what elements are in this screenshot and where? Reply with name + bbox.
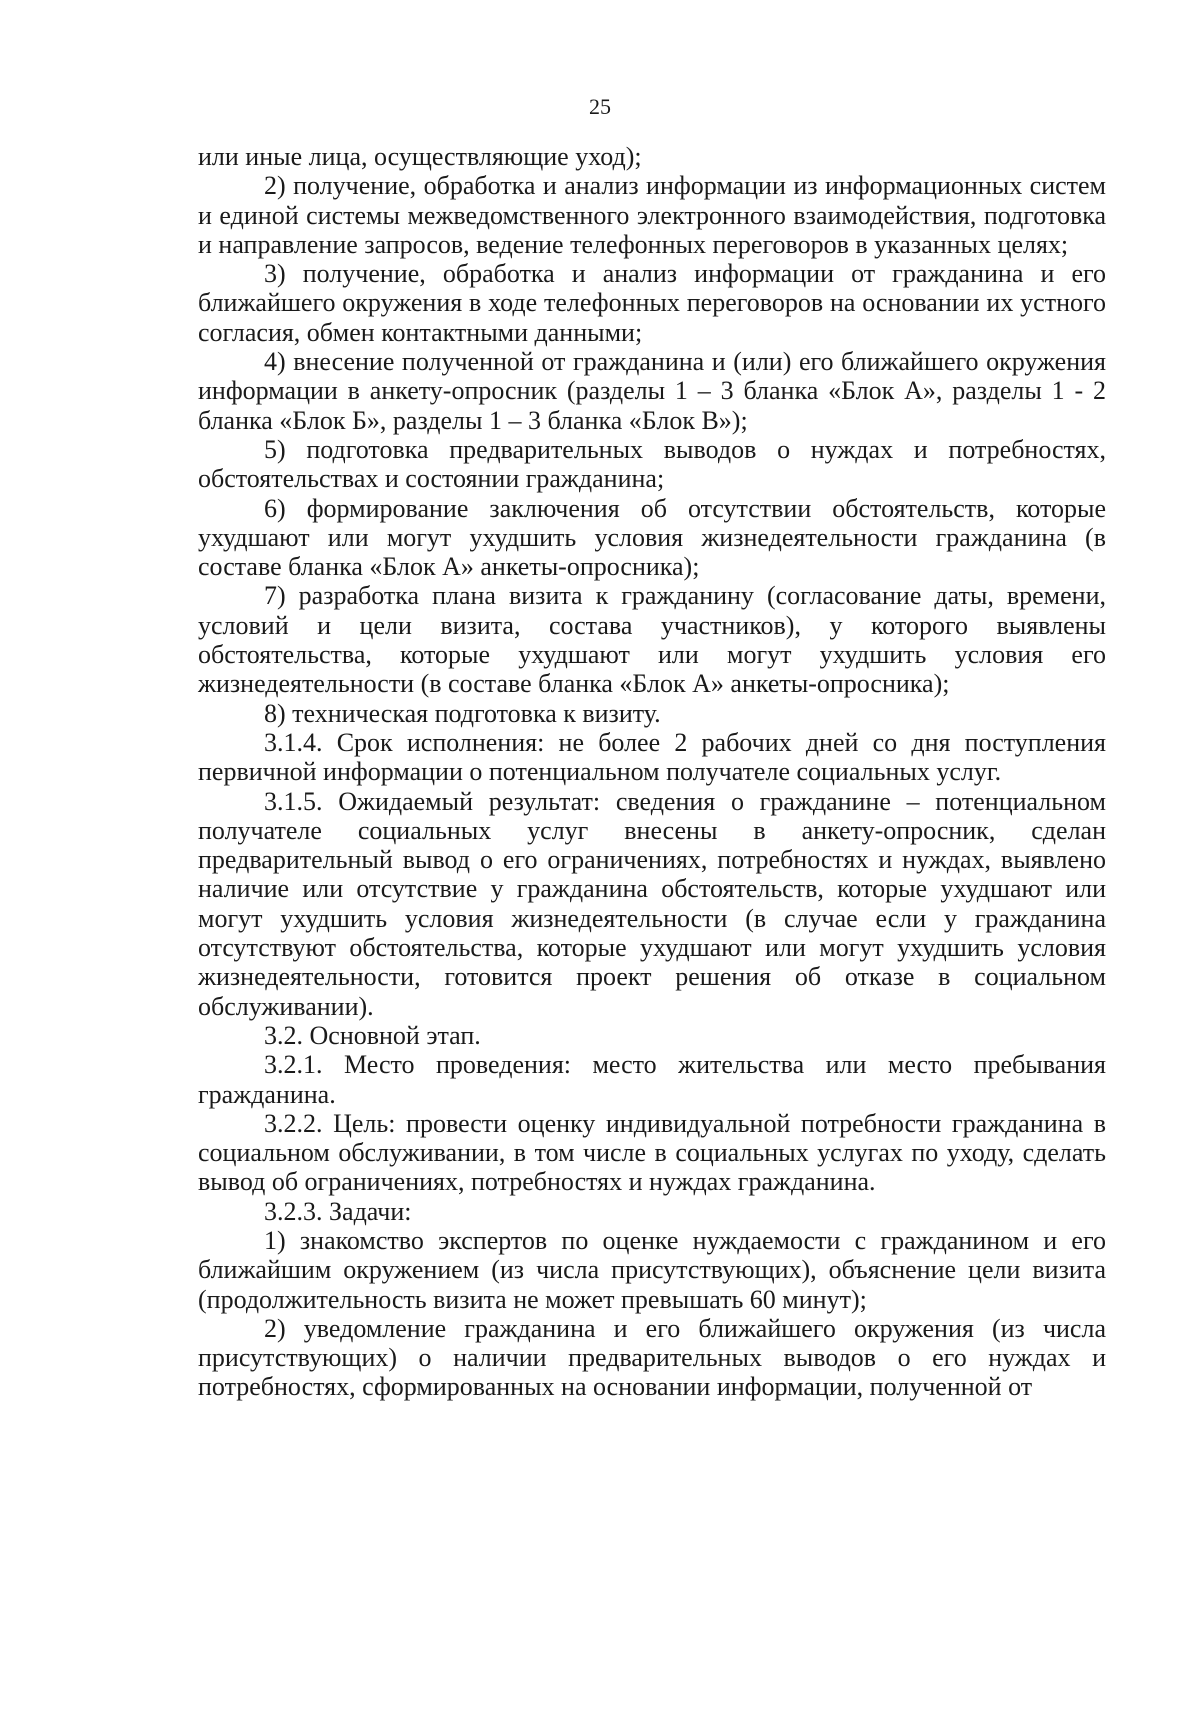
paragraph-3-2-2: 3.2.2. Цель: провести оценку индивидуальной потребности гражданина в социальном обслуживании, в том числе в социальных услугах по уходу, сделать вывод об ограничениях, потребностях и нуждах гражданина. <box>198 1108 1106 1197</box>
page-number: 25 <box>589 94 611 119</box>
paragraph-item-2: 2) получение, обработка и анализ информации из информационных систем и единой системы межведомственного электронного взаимодействия, подготовка и направление запросов, ведение телефонных переговоров в указанных целях; <box>198 171 1106 259</box>
body-text <box>198 142 1106 1402</box>
paragraph-item-7: 7) разработка плана визита к гражданину (согласование даты, времени, условий и цели визита, состава участников), у которого выявлены обстоятельства, которые ухудшают или могут ухудшить условия его жизнедеятельности (в составе бланка «Блок А» анкеты-опросника); <box>198 581 1106 699</box>
paragraph-item-4: 4) внесение полученной от гражданина и (или) его ближайшего окружения информации в анкету-опросник (разделы 1 – 3 бланка «Блок А», разделы 1 - 2 бланка «Блок Б», разделы 1 – 3 бланка «Блок В»); <box>198 347 1106 435</box>
paragraph-item-5: 5) подготовка предварительных выводов о нуждах и потребностях, обстоятельствах и состоянии гражданина; <box>198 434 1106 494</box>
paragraph-item-6: 6) формирование заключения об отсутствии обстоятельств, которые ухудшают или могут ухудшить условия жизнедеятельности гражданина (в составе бланка «Блок А» анкеты-опросника); <box>198 493 1106 582</box>
paragraph-continuation: или иные лица, осуществляющие уход); <box>198 142 642 171</box>
paragraph-3-2-3: 3.2.3. Задачи: <box>264 1196 412 1226</box>
paragraph-3-1-4: 3.1.4. Срок исполнения: не более 2 рабочих дней со дня поступления первичной информации о потенциальном получателе социальных услуг. <box>198 727 1106 787</box>
paragraph-3-2-1: 3.2.1. Место проведения: место жительства или место пребывания гражданина. <box>198 1050 1106 1109</box>
paragraph-3-1-5: 3.1.5. Ожидаемый результат: сведения о гражданине – потенциальном получателе социальных услуг внесены в анкету-опросник, сделан предварительный вывод о его ограничениях, потребностях и нуждах, выявлено наличие или отсутствие у гражданина обстоятельств, которые ухудшают или могут ухудшить условия жизнедеятельности (в случае если у гражданина отсутствуют обстоятельства, которые ухудшают или могут ухудшить условия жизнедеятельности, готовится проект решения об отказе в социальном обслуживании). <box>198 786 1106 1021</box>
paragraph-task-2: 2) уведомление гражданина и его ближайшего окружения (из числа присутствующих) о наличии предварительных выводов о его нуждах и потребностях, сформированных на основании информации, полученной от <box>198 1313 1106 1402</box>
paragraph-task-1: 1) знакомство экспертов по оценке нуждаемости с гражданином и его ближайшим окружением (из числа присутствующих), объяснение цели визита (продолжительность визита не может превышать 60 минут); <box>198 1225 1106 1314</box>
paragraph-item-3: 3) получение, обработка и анализ информации от гражданина и его ближайшего окружения в ходе телефонных переговоров на основании их устного согласия, обмен контактными данными; <box>198 259 1106 347</box>
section-heading-3-2: 3.2. Основной этап. <box>264 1020 481 1050</box>
paragraph-item-8: 8) техническая подготовка к визиту. <box>264 698 661 728</box>
